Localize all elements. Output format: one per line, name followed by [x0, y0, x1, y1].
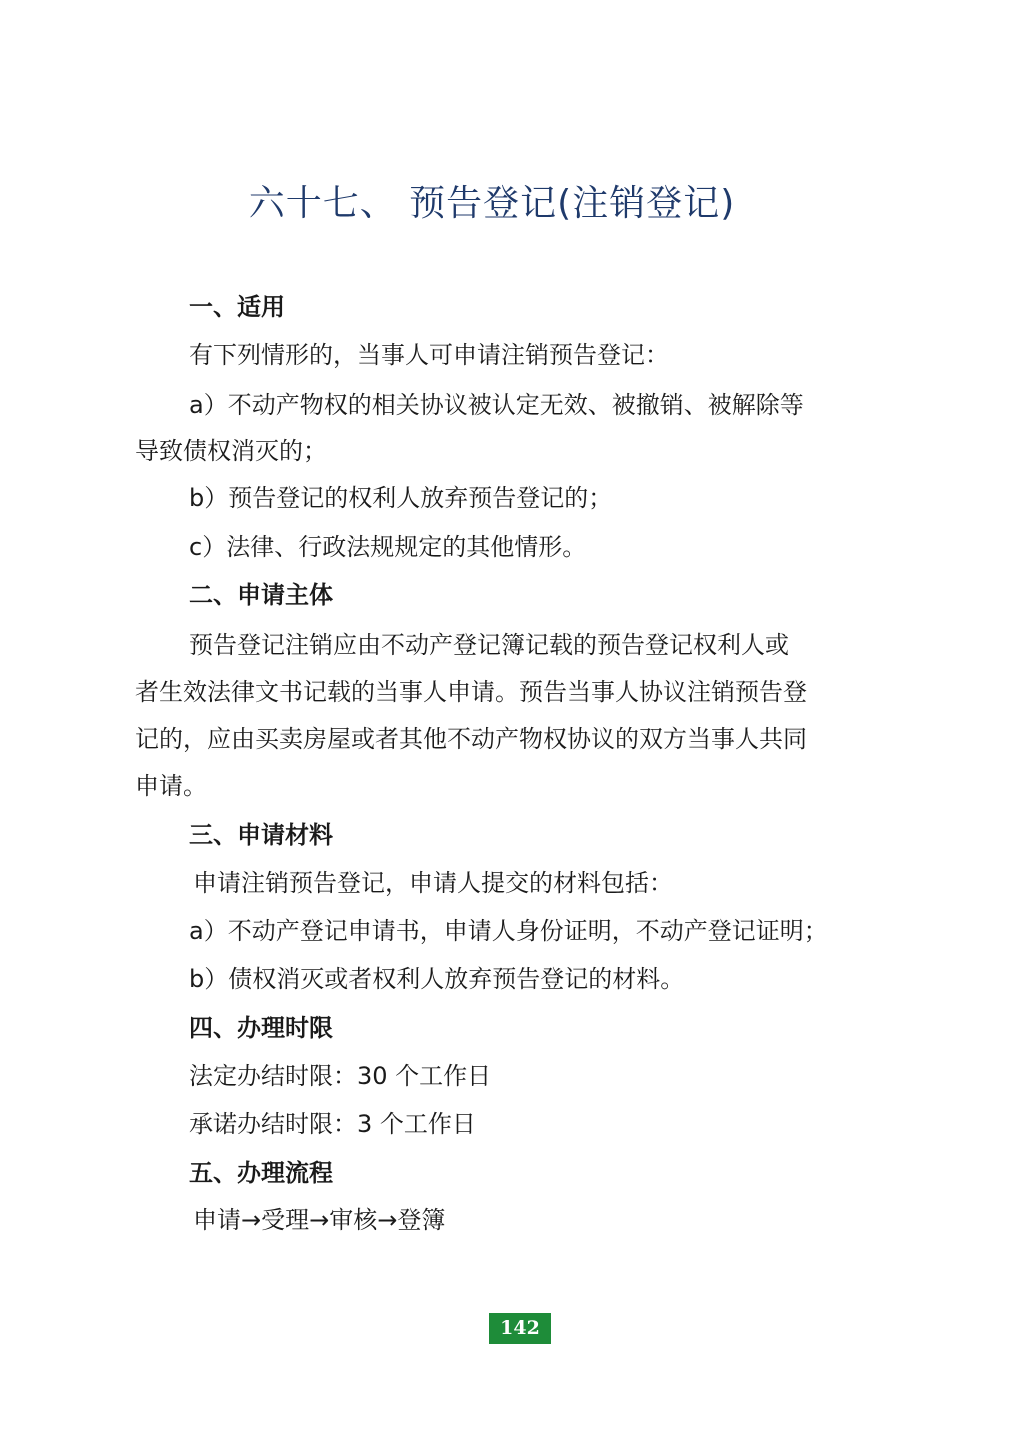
page-title: 六十七、 预告登记(注销登记) [248, 183, 736, 224]
applicant-para-line1: 预告登记注销应由不动产登记簿记载的预告登记权利人或 [189, 631, 789, 659]
applicability-intro: 有下列情形的，当事人可申请注销预告登记： [189, 341, 669, 369]
page-number-badge: 142 [489, 1313, 551, 1344]
applicant-para-line4: 申请。 [135, 772, 207, 800]
section-heading-materials: 三、申请材料 [189, 821, 333, 849]
applicability-item-c: c）法律、行政法规规定的其他情形。 [189, 533, 587, 561]
section-heading-time-limit: 四、办理时限 [189, 1014, 333, 1042]
materials-intro: 申请注销预告登记，申请人提交的材料包括： [193, 869, 673, 897]
section-heading-applicability: 一、适用 [189, 293, 285, 321]
process-flow: 申请→受理→审核→登簿 [193, 1206, 446, 1234]
applicability-item-a-line1: a）不动产物权的相关协议被认定无效、被撤销、被解除等 [189, 391, 804, 419]
promised-time-limit: 承诺办结时限：3 个工作日 [189, 1110, 476, 1138]
statutory-time-limit: 法定办结时限：30 个工作日 [189, 1062, 492, 1090]
applicability-item-a-line2: 导致债权消灭的； [135, 437, 327, 465]
materials-item-a: a）不动产登记申请书，申请人身份证明，不动产登记证明； [189, 917, 828, 945]
applicant-para-line3: 记的，应由买卖房屋或者其他不动产物权协议的双方当事人共同 [135, 725, 807, 753]
applicability-item-b: b）预告登记的权利人放弃预告登记的； [189, 484, 613, 512]
section-heading-applicant: 二、申请主体 [189, 581, 333, 609]
materials-item-b: b）债权消灭或者权利人放弃预告登记的材料。 [189, 965, 685, 993]
section-heading-process: 五、办理流程 [189, 1159, 333, 1187]
applicant-para-line2: 者生效法律文书记载的当事人申请。预告当事人协议注销预告登 [135, 678, 807, 706]
